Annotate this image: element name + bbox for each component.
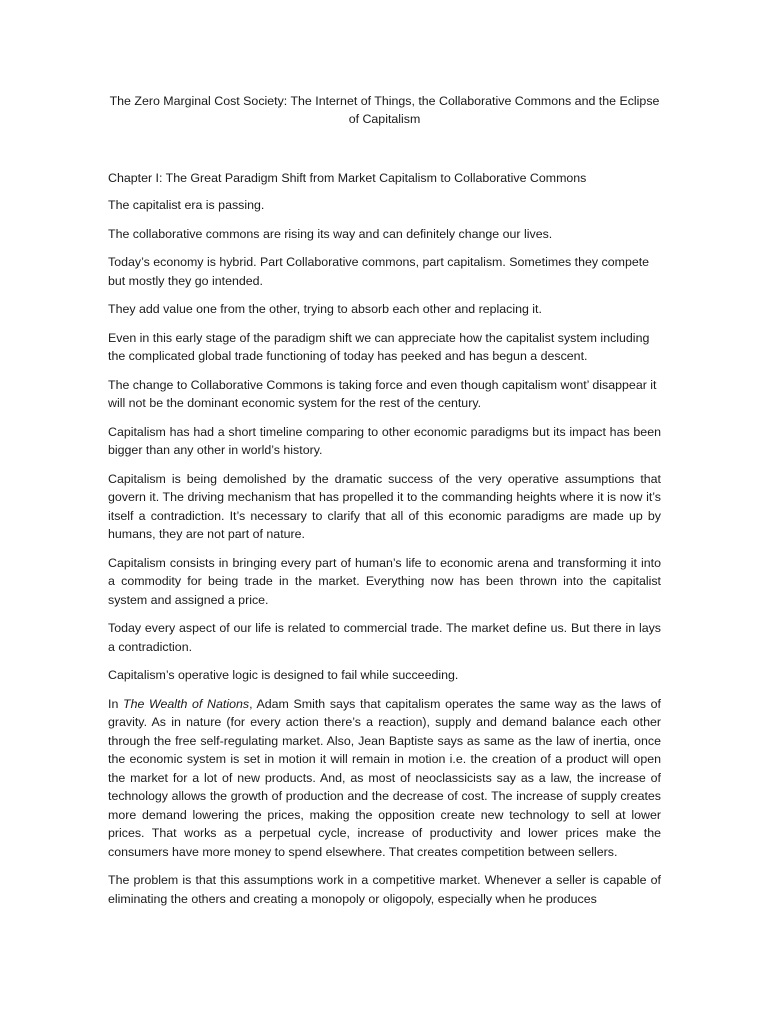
paragraph-6: The change to Collaborative Commons is taking force and even though capitalism wont’ disappear it will not be the dominant economic system for the rest of the century. bbox=[108, 377, 657, 410]
paragraph-10: Today every aspect of our life is related to commercial trade. The market define us. But there in lays a contradiction. bbox=[108, 621, 661, 654]
book-title: The Wealth of Nations bbox=[123, 696, 250, 711]
chapter-heading: Chapter I: The Great Paradigm Shift from Market Capitalism to Collaborative Commons bbox=[108, 171, 587, 185]
paragraph-4: They add value one from the other, trying to absorb each other and replacing it. bbox=[108, 302, 542, 316]
wealth-prefix: In bbox=[108, 696, 124, 711]
paragraph-8: Capitalism is being demolished by the dramatic success of the very operative assumptions that govern it. The driving mechanism that has propelled it to the commanding heights where it is now it’s itself a contradiction. It’s necessary to clarify that all of this economic paradigms are made up by humans, they are not part of nature. bbox=[108, 471, 661, 541]
paragraph-1: The capitalist era is passing. bbox=[108, 198, 265, 212]
document-page bbox=[108, 92, 661, 918]
paragraph-9: Capitalism consists in bringing every part of human’s life to economic arena and transforming it into a commodity for being trade in the market. Everything now has been thrown into the capitalist system and assigned a price. bbox=[108, 555, 661, 607]
paragraph-wealth-of-nations bbox=[108, 695, 661, 862]
document-title: The Zero Marginal Cost Society: The Internet of Things, the Collaborative Commons and the Eclipse of Capitalism bbox=[109, 94, 660, 126]
paragraph-3: Today’s economy is hybrid. Part Collaborative commons, part capitalism. Sometimes they compete but mostly they go intended. bbox=[108, 255, 650, 288]
paragraph-final: The problem is that this assumptions work in a competitive market. Whenever a seller is capable of eliminating the others and creating a monopoly or oligopoly, especially when he produces bbox=[108, 873, 661, 906]
paragraph-2: The collaborative commons are rising its way and can definitely change our lives. bbox=[108, 226, 553, 241]
paragraph-5: Even in this early stage of the paradigm shift we can appreciate how the capitalist system including the complicated global trade functioning of today has peeked and has begun a descent. bbox=[108, 330, 650, 363]
wealth-rest: , Adam Smith says that capitalism operates the same way as the laws of gravity. As in nature (for every action there’s a reaction), supply and demand balance each other through the free self-regulating market. Also, Jean Baptiste says as same as the law of inertia, once the economic system is set in motion it will remain in motion i.e. the creation of a product will open the market for a lot of new products. And, as most of neoclassicists say as a law, the increase of technology allows the growth of production and the decrease of cost. The increase of supply creates more demand lowering the prices, making the opposition create new technology to sell at lower prices. That works as a perpetual cycle, increase of productivity and lower prices make the consumers have more money to spend elsewhere. That creates competition between sellers. bbox=[108, 696, 661, 859]
paragraph-11: Capitalism’s operative logic is designed to fail while succeeding. bbox=[108, 668, 459, 682]
paragraph-7: Capitalism has had a short timeline comparing to other economic paradigms but its impact has been bigger than any other in world’s history. bbox=[108, 424, 661, 457]
